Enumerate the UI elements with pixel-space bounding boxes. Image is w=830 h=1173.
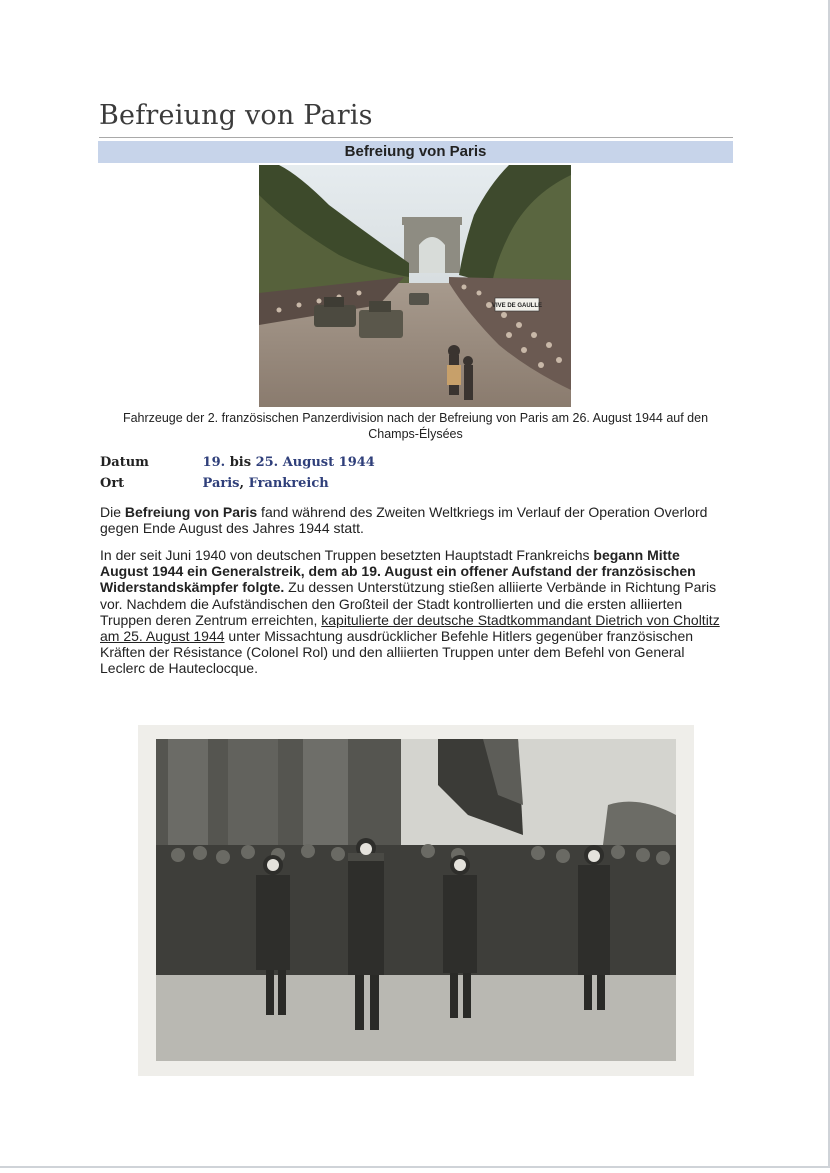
datum-value <box>203 455 375 470</box>
ort-label: Ort <box>100 476 125 491</box>
photo-champs-elysees <box>259 165 571 407</box>
datum-bis: bis <box>229 455 252 470</box>
p2-underlined-capitulation: kapitulierte der deutsche Stadtkommandant Dietrich von Choltitz am 25. August 1944 <box>100 611 720 645</box>
datum-label: Datum <box>100 455 149 470</box>
p1-bold-term: Befreiung von Paris <box>124 504 258 520</box>
infobox-row-datum <box>100 455 375 470</box>
liberation-parade-photo <box>259 165 571 407</box>
page-title: Befreiung von Paris <box>99 100 373 131</box>
infobox-header: Befreiung von Paris <box>98 141 733 163</box>
p2-text-3: unter Missachtung ausdrücklicher Befehle Hitlers gegenüber französischen Kräften der Résistance (Colonel Rol) und den alliierten Truppen unter dem Befehl von General Leclerc de Hauteclocque. <box>100 628 694 677</box>
vive-de-gaulle-banner: VIVE DE GAULLE <box>491 303 543 309</box>
datum-start-link[interactable]: 19. <box>202 455 226 470</box>
de-gaulle-procession-photo <box>138 725 694 1076</box>
p2-text-1: In der seit Juni 1940 von deutschen Truppen besetzten Hauptstadt Frankreichs <box>100 547 594 563</box>
photo-de-gaulle-walk <box>138 725 694 1076</box>
title-divider <box>99 137 733 138</box>
body-paragraph <box>100 547 728 677</box>
p2-bold-strike: begann Mitte August 1944 ein Generalstreik, dem ab 19. August ein offener Aufstand der französischen Widerstandskämpfer folgte. <box>100 547 696 596</box>
p1-text-1: Die <box>100 504 125 520</box>
ort-sep: , <box>239 476 245 491</box>
ort-value <box>203 476 329 491</box>
intro-paragraph <box>100 504 728 536</box>
p2-text-2: Zu dessen Unterstützung stießen alliierte Verbände in Richtung Paris vor. Nachdem die Aufständischen den Großteil der Stadt kontrollierten und die ersten alliierten Truppen deren Zentrum erreichten, <box>100 579 717 628</box>
infobox-row-ort <box>100 476 329 491</box>
ort-city-link[interactable]: Paris <box>202 476 240 491</box>
p1-text-2: fand während des Zweiten Weltkriegs im Verlauf der Operation Overlord gegen Ende August des Jahres 1944 statt. <box>100 504 708 537</box>
datum-end-link[interactable]: 25. August 1944 <box>255 455 375 470</box>
photo-caption: Fahrzeuge der 2. französischen Panzerdivision nach der Befreiung von Paris am 26. August 1944 auf den Champs-Élysées <box>122 411 709 441</box>
ort-country-link[interactable]: Frankreich <box>248 476 329 491</box>
